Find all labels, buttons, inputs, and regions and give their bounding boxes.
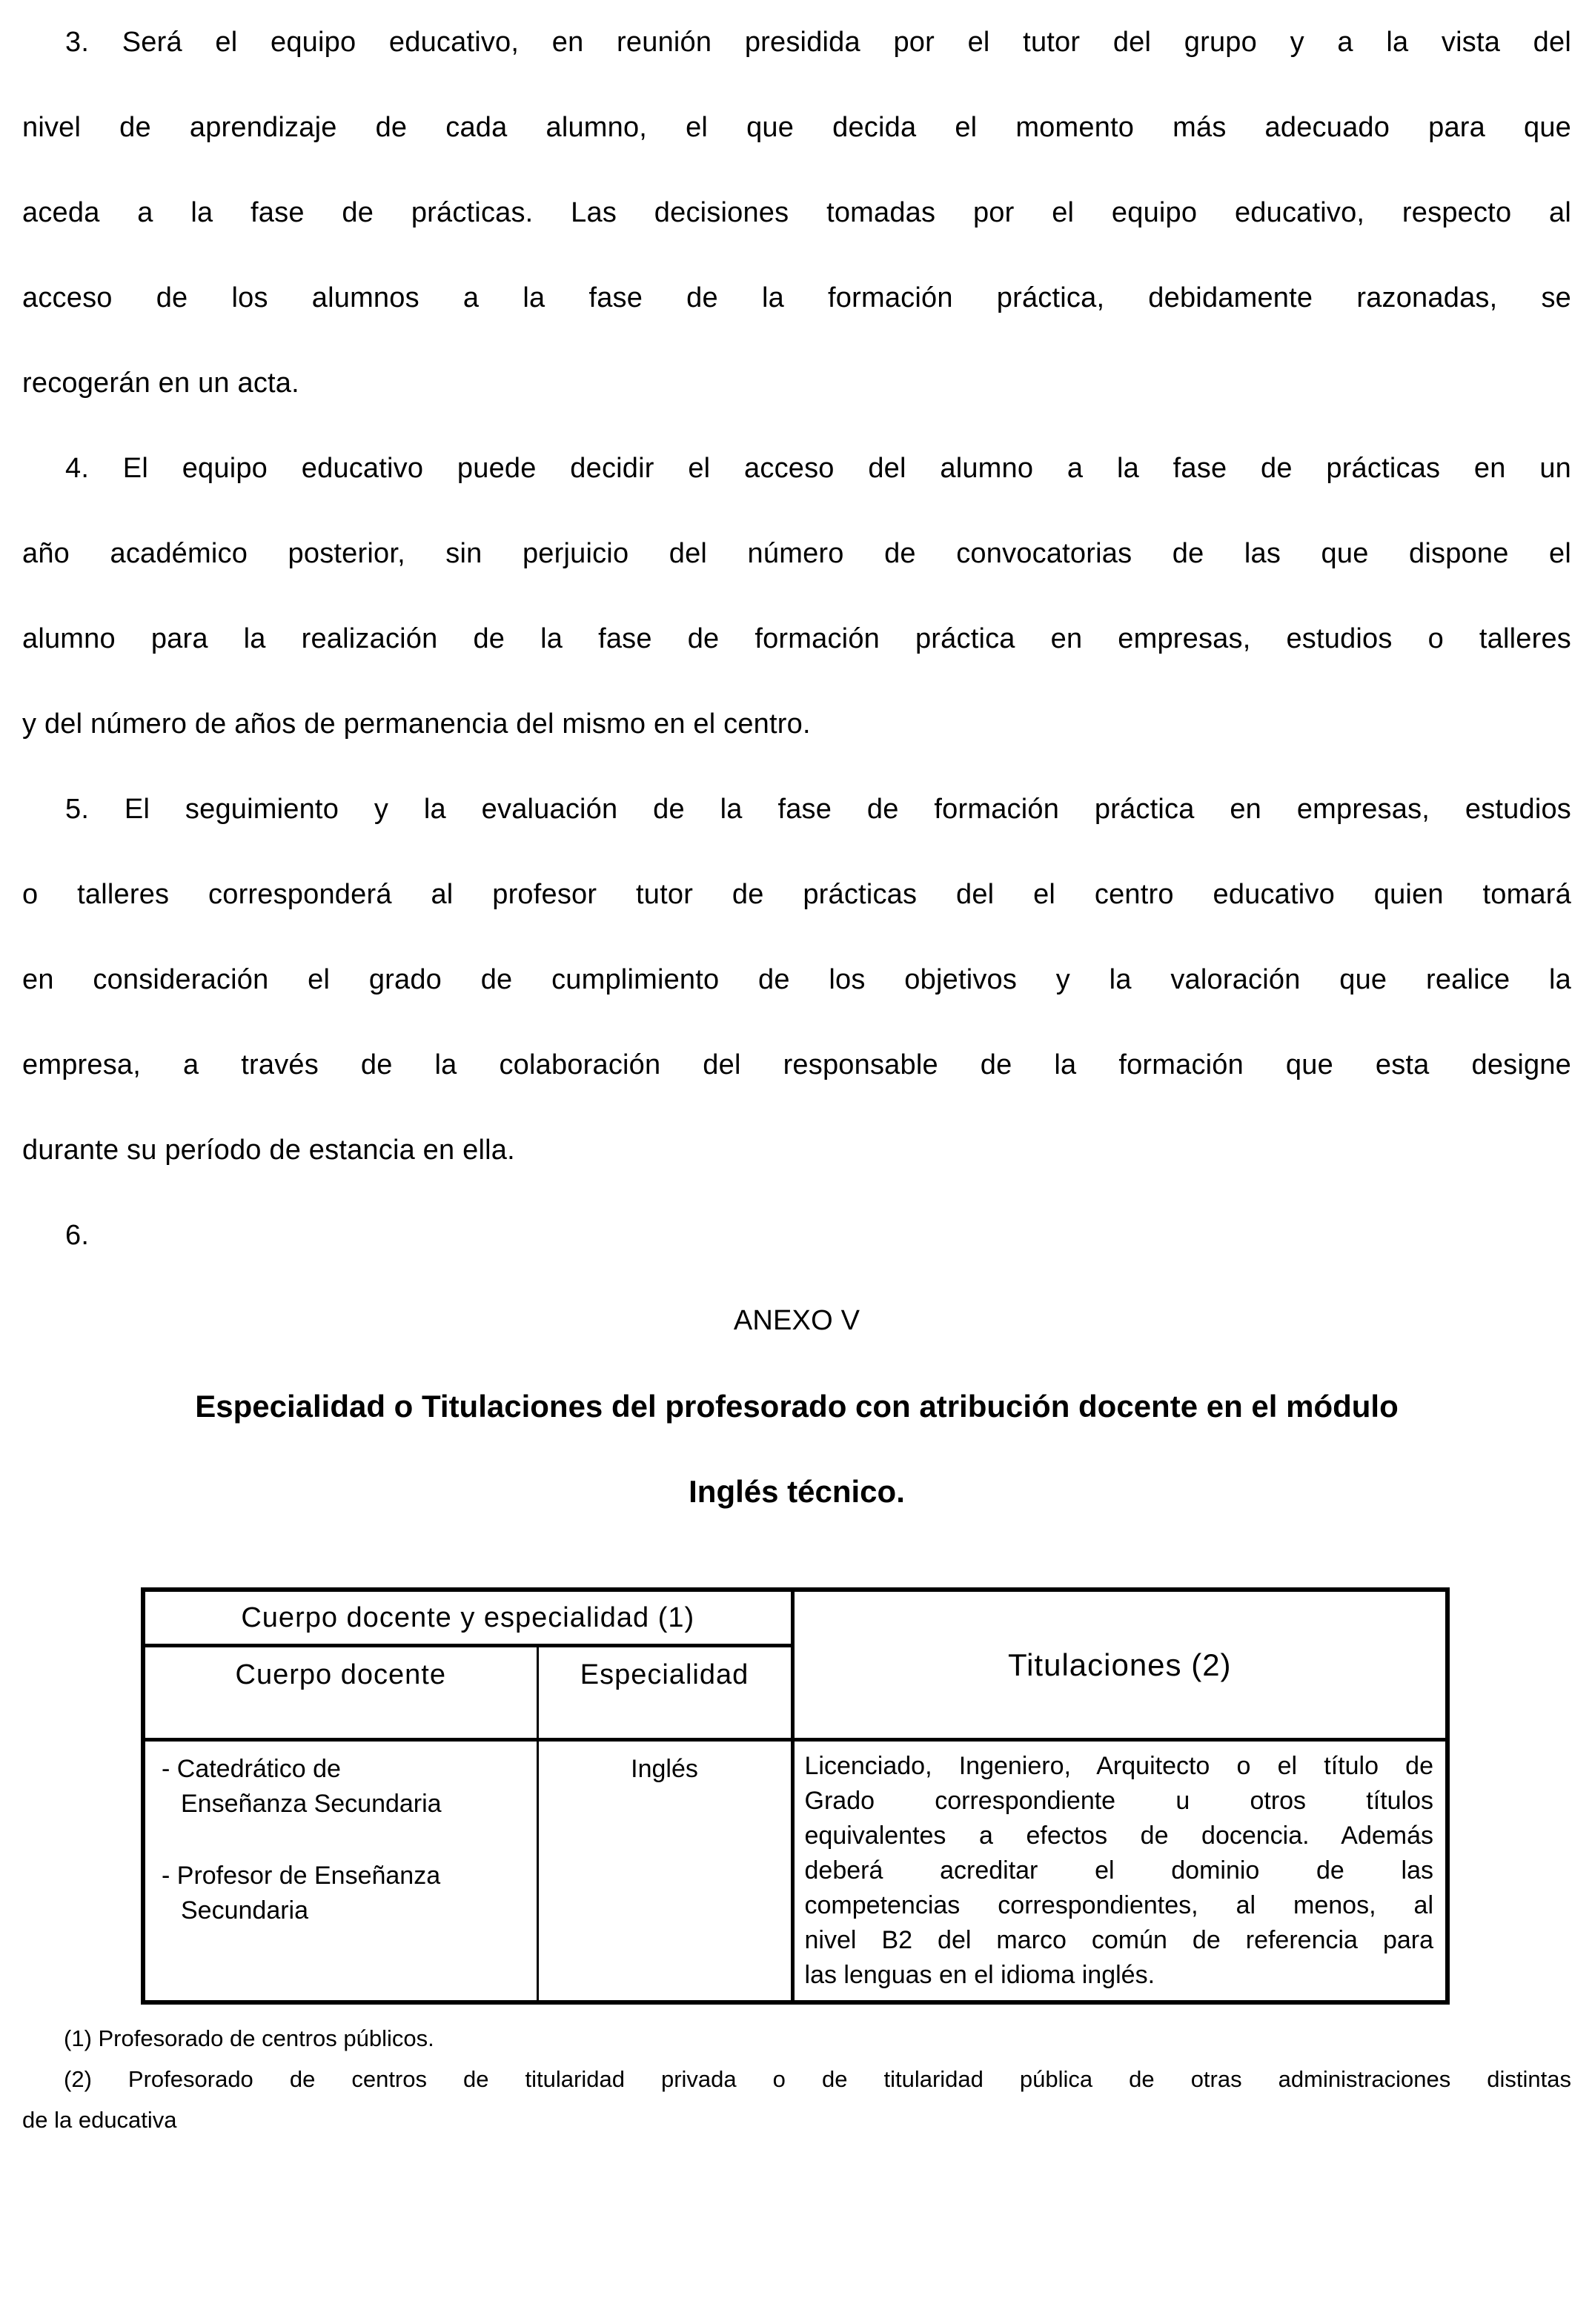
footnote-1: (1) Profesorado de centros públicos. xyxy=(64,2025,434,2051)
anexo-heading: ANEXO V xyxy=(733,1305,860,1336)
document-title xyxy=(22,1364,1571,1534)
paragraph-3 xyxy=(22,0,1571,426)
footnote-2-line-1: (2) Profesorado de centros de titularidad privada o de titularidad pública de otras administraciones distintas xyxy=(64,2066,1571,2092)
paragraph-5-line-5: durante su período de estancia en ella. xyxy=(22,1135,515,1166)
titulaciones-line-6: nivel B2 del marco común de referencia para xyxy=(804,1926,1434,1954)
titulaciones-line-3: equivalentes a efectos de docencia. Además xyxy=(804,1822,1434,1850)
paragraph-4-line-4: y del número de años de permanencia del mismo en el centro. xyxy=(22,708,811,740)
paragraph-4-line-3: alumno para la realización de la fase de formación práctica en empresas, estudios o talleres xyxy=(22,623,1571,654)
footnote-2-line-2: de la educativa xyxy=(22,2107,177,2133)
paragraph-4-line-1: 4. El equipo educativo puede decidir el acceso del alumno a la fase de prácticas en un xyxy=(65,453,1571,484)
cuerpo-item-2-line-2: Secundaria xyxy=(181,1896,309,1925)
table-header-group-cell: Cuerpo docente y especialidad (1) xyxy=(143,1590,792,1646)
titulaciones-line-5: competencias correspondientes, al menos, al xyxy=(804,1891,1434,1919)
titulaciones-table xyxy=(141,1587,1450,2005)
paragraph-5-line-1: 5. El seguimiento y la evaluación de la fase de formación práctica en empresas, estudios xyxy=(65,794,1571,825)
cuerpo-item-2-line-1: - Profesor de Enseñanza xyxy=(162,1862,441,1890)
paragraph-5 xyxy=(22,767,1571,1193)
titulaciones-line-7: las lenguas en el idioma inglés. xyxy=(804,1961,1155,1989)
paragraph-5-line-2: o talleres corresponderá al profesor tutor de prácticas del el centro educativo quien tomará xyxy=(22,879,1571,910)
cuerpo-item-1-line-1: - Catedrático de xyxy=(162,1755,341,1783)
cuerpo-docente-cell xyxy=(143,1740,537,2003)
table-body-row xyxy=(143,1740,1447,2003)
table-header-cuerpo-cell: Cuerpo docente xyxy=(143,1646,537,1740)
table-header-row-1 xyxy=(143,1590,1447,1646)
paragraph-4-line-2: año académico posterior, sin perjuicio del número de convocatorias de las que dispone el xyxy=(22,538,1571,569)
titulaciones-line-1: Licenciado, Ingeniero, Arquitecto o el título de xyxy=(804,1752,1434,1780)
paragraph-3-line-5: recogerán en un acta. xyxy=(22,368,299,399)
document-title-line-1: Especialidad o Titulaciones del profesorado con atribución docente en el módulo xyxy=(195,1389,1399,1424)
titulaciones-cell xyxy=(792,1740,1447,2003)
especialidad-cell: Inglés xyxy=(537,1740,792,2003)
footnotes xyxy=(22,2018,1571,2140)
paragraph-3-line-4: acceso de los alumnos a la fase de la formación práctica, debidamente razonadas, se xyxy=(22,282,1571,313)
paragraph-5-line-3: en consideración el grado de cumplimiento de los objetivos y la valoración que realice la xyxy=(22,964,1571,995)
cuerpo-item-1-line-2: Enseñanza Secundaria xyxy=(181,1790,442,1818)
document-title-line-2: Inglés técnico. xyxy=(689,1474,905,1509)
titulaciones-line-2: Grado correspondiente u otros títulos xyxy=(804,1787,1434,1815)
table-header-especialidad-cell: Especialidad xyxy=(537,1646,792,1740)
table-header-titulaciones-cell: Titulaciones (2) xyxy=(792,1590,1447,1740)
paragraph-4 xyxy=(22,426,1571,767)
paragraph-3-line-2: nivel de aprendizaje de cada alumno, el que decida el momento más adecuado para que xyxy=(22,112,1571,143)
titulaciones-line-4: deberá acreditar el dominio de las xyxy=(804,1856,1434,1885)
paragraph-3-line-1: 3. Será el equipo educativo, en reunión presidida por el tutor del grupo y a la vista del xyxy=(65,27,1571,58)
paragraph-6-number: 6. xyxy=(65,1220,90,1251)
paragraph-3-line-3: aceda a la fase de prácticas. Las decisiones tomadas por el equipo educativo, respecto al xyxy=(22,197,1571,228)
paragraph-5-line-4: empresa, a través de la colaboración del responsable de la formación que esta designe xyxy=(22,1049,1571,1080)
